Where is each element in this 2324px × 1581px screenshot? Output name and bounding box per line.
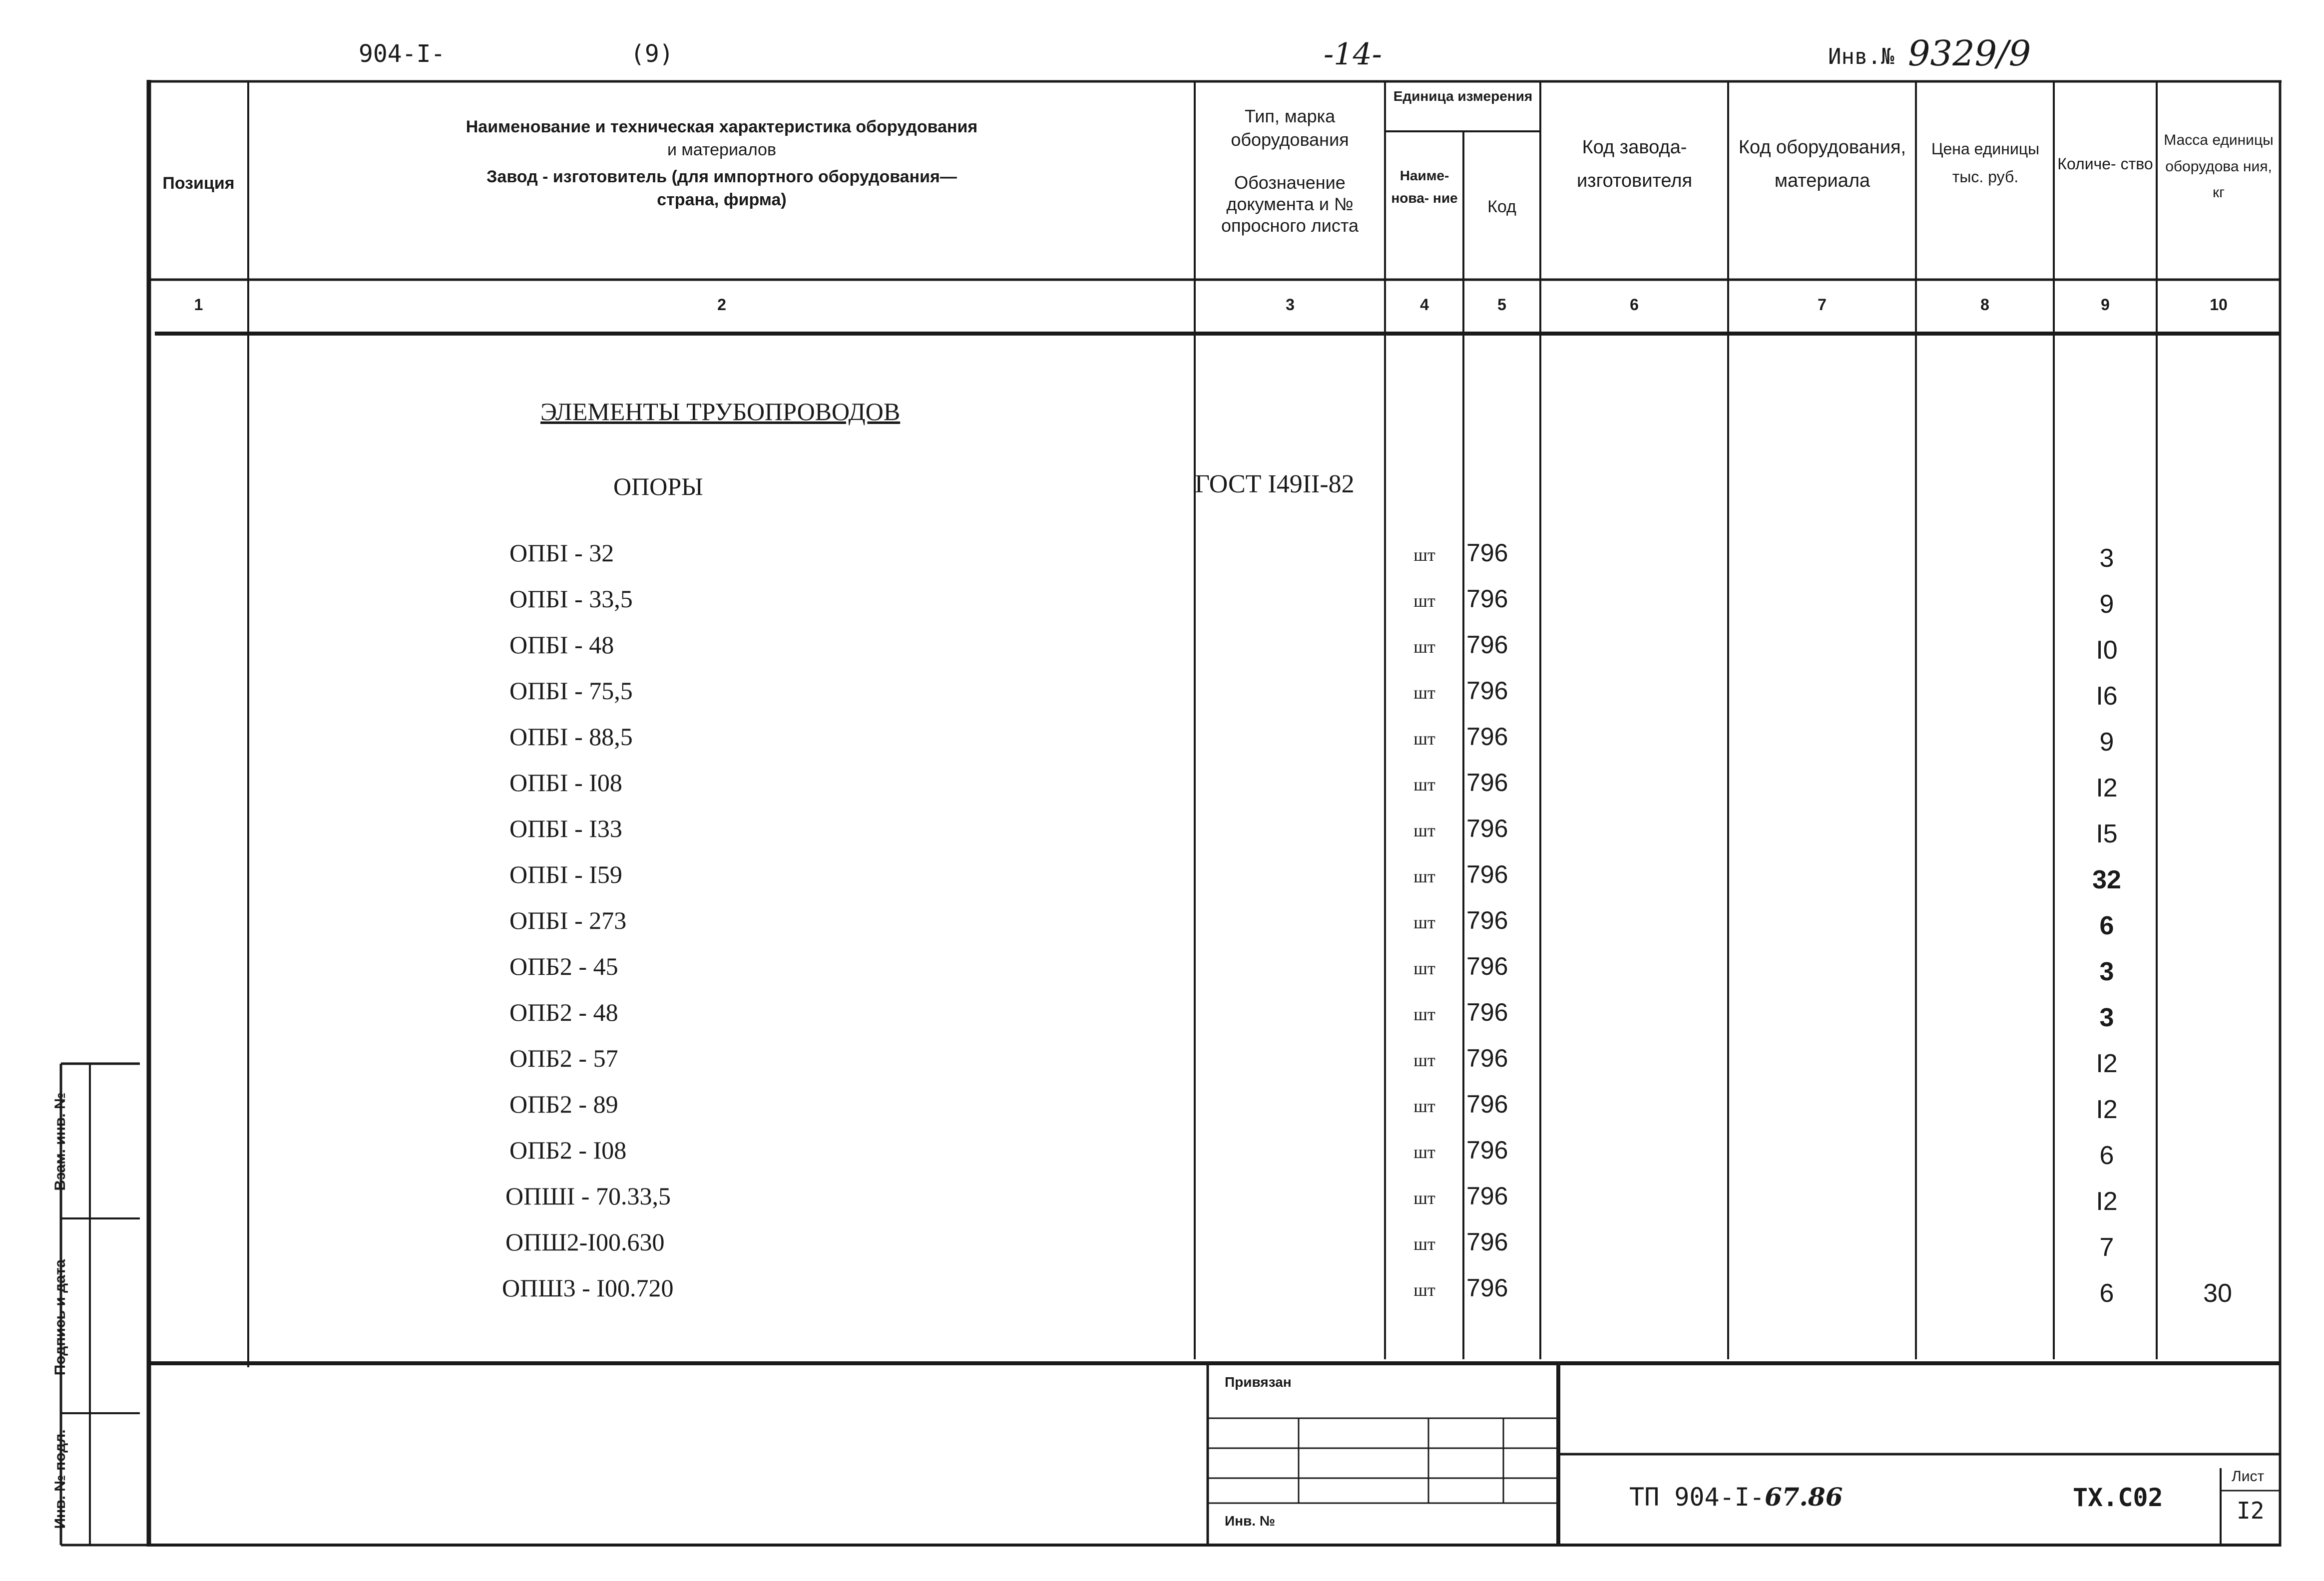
item-code: 796 (1466, 1090, 1508, 1118)
item-name: ОПБ2 - 45 (509, 952, 618, 980)
privyazan-label: Привязан (1225, 1374, 1292, 1390)
item-code: 796 (1466, 1136, 1508, 1164)
item-name: ОПБI - 48 (509, 631, 614, 659)
item-code: 796 (1466, 769, 1508, 796)
colnum-6: 6 (1630, 296, 1639, 314)
header-name-line4: страна, фирма) (657, 190, 787, 209)
item-code: 796 (1466, 860, 1508, 888)
item-name: ОПБ2 - 48 (509, 998, 618, 1026)
colnum-5: 5 (1497, 296, 1506, 314)
header-unit-price: Цена единицы тыс. руб. (1931, 140, 2040, 186)
item-code: 796 (1466, 1228, 1508, 1256)
stamp-vzam-inv: Взам. инв. № (52, 1092, 68, 1191)
item-quantity: 6 (2099, 911, 2114, 940)
item-unit: шт (1413, 1234, 1435, 1254)
item-mass: 30 (2203, 1279, 2232, 1308)
colnum-9: 9 (2101, 296, 2110, 314)
stamp-inv-podl: Инв. № подл. (52, 1429, 68, 1529)
header-unit-group: Единица измерения (1393, 88, 1533, 104)
item-code: 796 (1466, 952, 1508, 980)
item-unit: шт (1413, 866, 1435, 886)
item-quantity: 9 (2099, 590, 2114, 619)
header-type (1199, 105, 1381, 236)
item-unit: шт (1413, 545, 1435, 565)
colnum-2: 2 (717, 296, 726, 314)
item-quantity: 3 (2099, 957, 2114, 986)
doc-code (1629, 1482, 1843, 1512)
stamp-signature-date: Подпись и дата (52, 1259, 68, 1376)
item-quantity: I6 (2096, 682, 2118, 711)
item-quantity: 9 (2099, 728, 2114, 757)
item-code: 796 (1466, 814, 1508, 842)
section-title: ЭЛЕМЕНТЫ ТРУБОПРОВОДОВ (540, 397, 901, 425)
item-name: ОПБI - 32 (509, 539, 614, 567)
item-quantity: I2 (2096, 1095, 2118, 1124)
item-quantity: I5 (2096, 819, 2118, 848)
sheet-code: ТХ.С02 (2073, 1483, 2163, 1512)
header-position: Позиция (162, 174, 235, 193)
list-number: I2 (2237, 1497, 2265, 1524)
doc-code-prefix: ТП 904-I- (1629, 1483, 1765, 1512)
item-code: 796 (1466, 631, 1508, 659)
item-name: ОПБ2 - 57 (509, 1044, 618, 1072)
item-unit: шт (1413, 1188, 1435, 1208)
header-type-top: Тип, марка оборудования (1231, 106, 1349, 150)
doc-code-hand: 67.86 (1764, 1482, 1843, 1512)
item-name: ОПБI - 88,5 (509, 723, 633, 751)
sheet-paren: (9) (630, 40, 674, 68)
header-equipment-code: Код оборудования, материала (1738, 137, 1906, 191)
list-label: Лист (2232, 1468, 2265, 1485)
colnum-4: 4 (1420, 296, 1429, 314)
section-standard: ГОСТ I49II-82 (1195, 470, 1355, 498)
item-name: ОПШ3 - I00.720 (502, 1274, 674, 1302)
item-unit: шт (1413, 820, 1435, 840)
item-name: ОПБ2 - I08 (509, 1136, 627, 1164)
item-quantity: I2 (2096, 1187, 2118, 1216)
header-name-line3: Завод - изготовитель (для импортного оборудования— (486, 167, 957, 186)
header-name-line2: и материалов (667, 140, 777, 159)
item-name: ОПБ2 - 89 (509, 1090, 618, 1118)
item-code: 796 (1466, 1182, 1508, 1210)
series-number: 904-I- (359, 40, 446, 68)
item-unit: шт (1413, 729, 1435, 749)
header-unit-code: Код (1487, 197, 1516, 216)
colnum-10: 10 (2210, 296, 2228, 314)
inv-number: 9329/9 (1908, 33, 2031, 74)
item-code: 796 (1466, 1044, 1508, 1072)
item-quantity: 6 (2099, 1141, 2114, 1170)
item-name: ОПШ2-I00.630 (505, 1228, 665, 1256)
colnum-1: 1 (194, 296, 203, 314)
colnum-3: 3 (1286, 296, 1295, 314)
item-name: ОПБI - I59 (509, 860, 622, 888)
item-unit: шт (1413, 637, 1435, 657)
item-quantity: 32 (2092, 865, 2121, 894)
header-name (252, 116, 1191, 212)
item-name: ОПБI - I08 (509, 769, 622, 796)
item-quantity: 3 (2099, 544, 2114, 573)
item-name: ОПБI - 75,5 (509, 677, 633, 705)
colnum-8: 8 (1980, 296, 1989, 314)
item-code: 796 (1466, 539, 1508, 567)
item-code: 796 (1466, 1274, 1508, 1302)
page-number: -14- (1324, 37, 1382, 72)
item-name: ОПШI - 70.33,5 (505, 1182, 671, 1210)
item-quantity: I2 (2096, 774, 2118, 802)
header-name-line1: Наименование и техническая характеристика оборудования (465, 117, 978, 136)
item-quantity: I0 (2096, 636, 2118, 665)
header-type-bottom: Обозначение документа и № опросного листа (1221, 172, 1359, 236)
item-quantity: 3 (2099, 1003, 2114, 1032)
item-unit: шт (1413, 1096, 1435, 1116)
item-quantity: 6 (2099, 1279, 2114, 1308)
inv-label: Инв.№ (1828, 44, 1894, 69)
header-unit-name: Наиме- нова- ние (1391, 168, 1458, 206)
item-name: ОПБI - I33 (509, 814, 622, 842)
item-code: 796 (1466, 677, 1508, 705)
item-unit: шт (1413, 1004, 1435, 1024)
item-unit: шт (1413, 1050, 1435, 1070)
section-subtitle: ОПОРЫ (613, 472, 703, 500)
item-code: 796 (1466, 585, 1508, 613)
item-code: 796 (1466, 723, 1508, 751)
colnum-7: 7 (1818, 296, 1827, 314)
inv-no-label: Инв. № (1225, 1513, 1276, 1529)
item-unit: шт (1413, 958, 1435, 978)
item-name: ОПБI - 33,5 (509, 585, 633, 613)
item-quantity: I2 (2096, 1049, 2118, 1078)
header-quantity: Количе- ство (2057, 155, 2153, 173)
item-code: 796 (1466, 906, 1508, 934)
item-quantity: 7 (2099, 1233, 2114, 1262)
item-unit: шт (1413, 591, 1435, 611)
item-unit: шт (1413, 1142, 1435, 1162)
item-unit: шт (1413, 683, 1435, 703)
header-manufacturer-code: Код завода- изготовителя (1576, 137, 1693, 191)
item-unit: шт (1413, 775, 1435, 794)
header-unit-mass: Масса единицы оборудова ния, кг (2164, 132, 2274, 201)
item-name: ОПБI - 273 (509, 906, 627, 934)
item-code: 796 (1466, 998, 1508, 1026)
item-unit: шт (1413, 912, 1435, 932)
item-unit: шт (1413, 1280, 1435, 1300)
